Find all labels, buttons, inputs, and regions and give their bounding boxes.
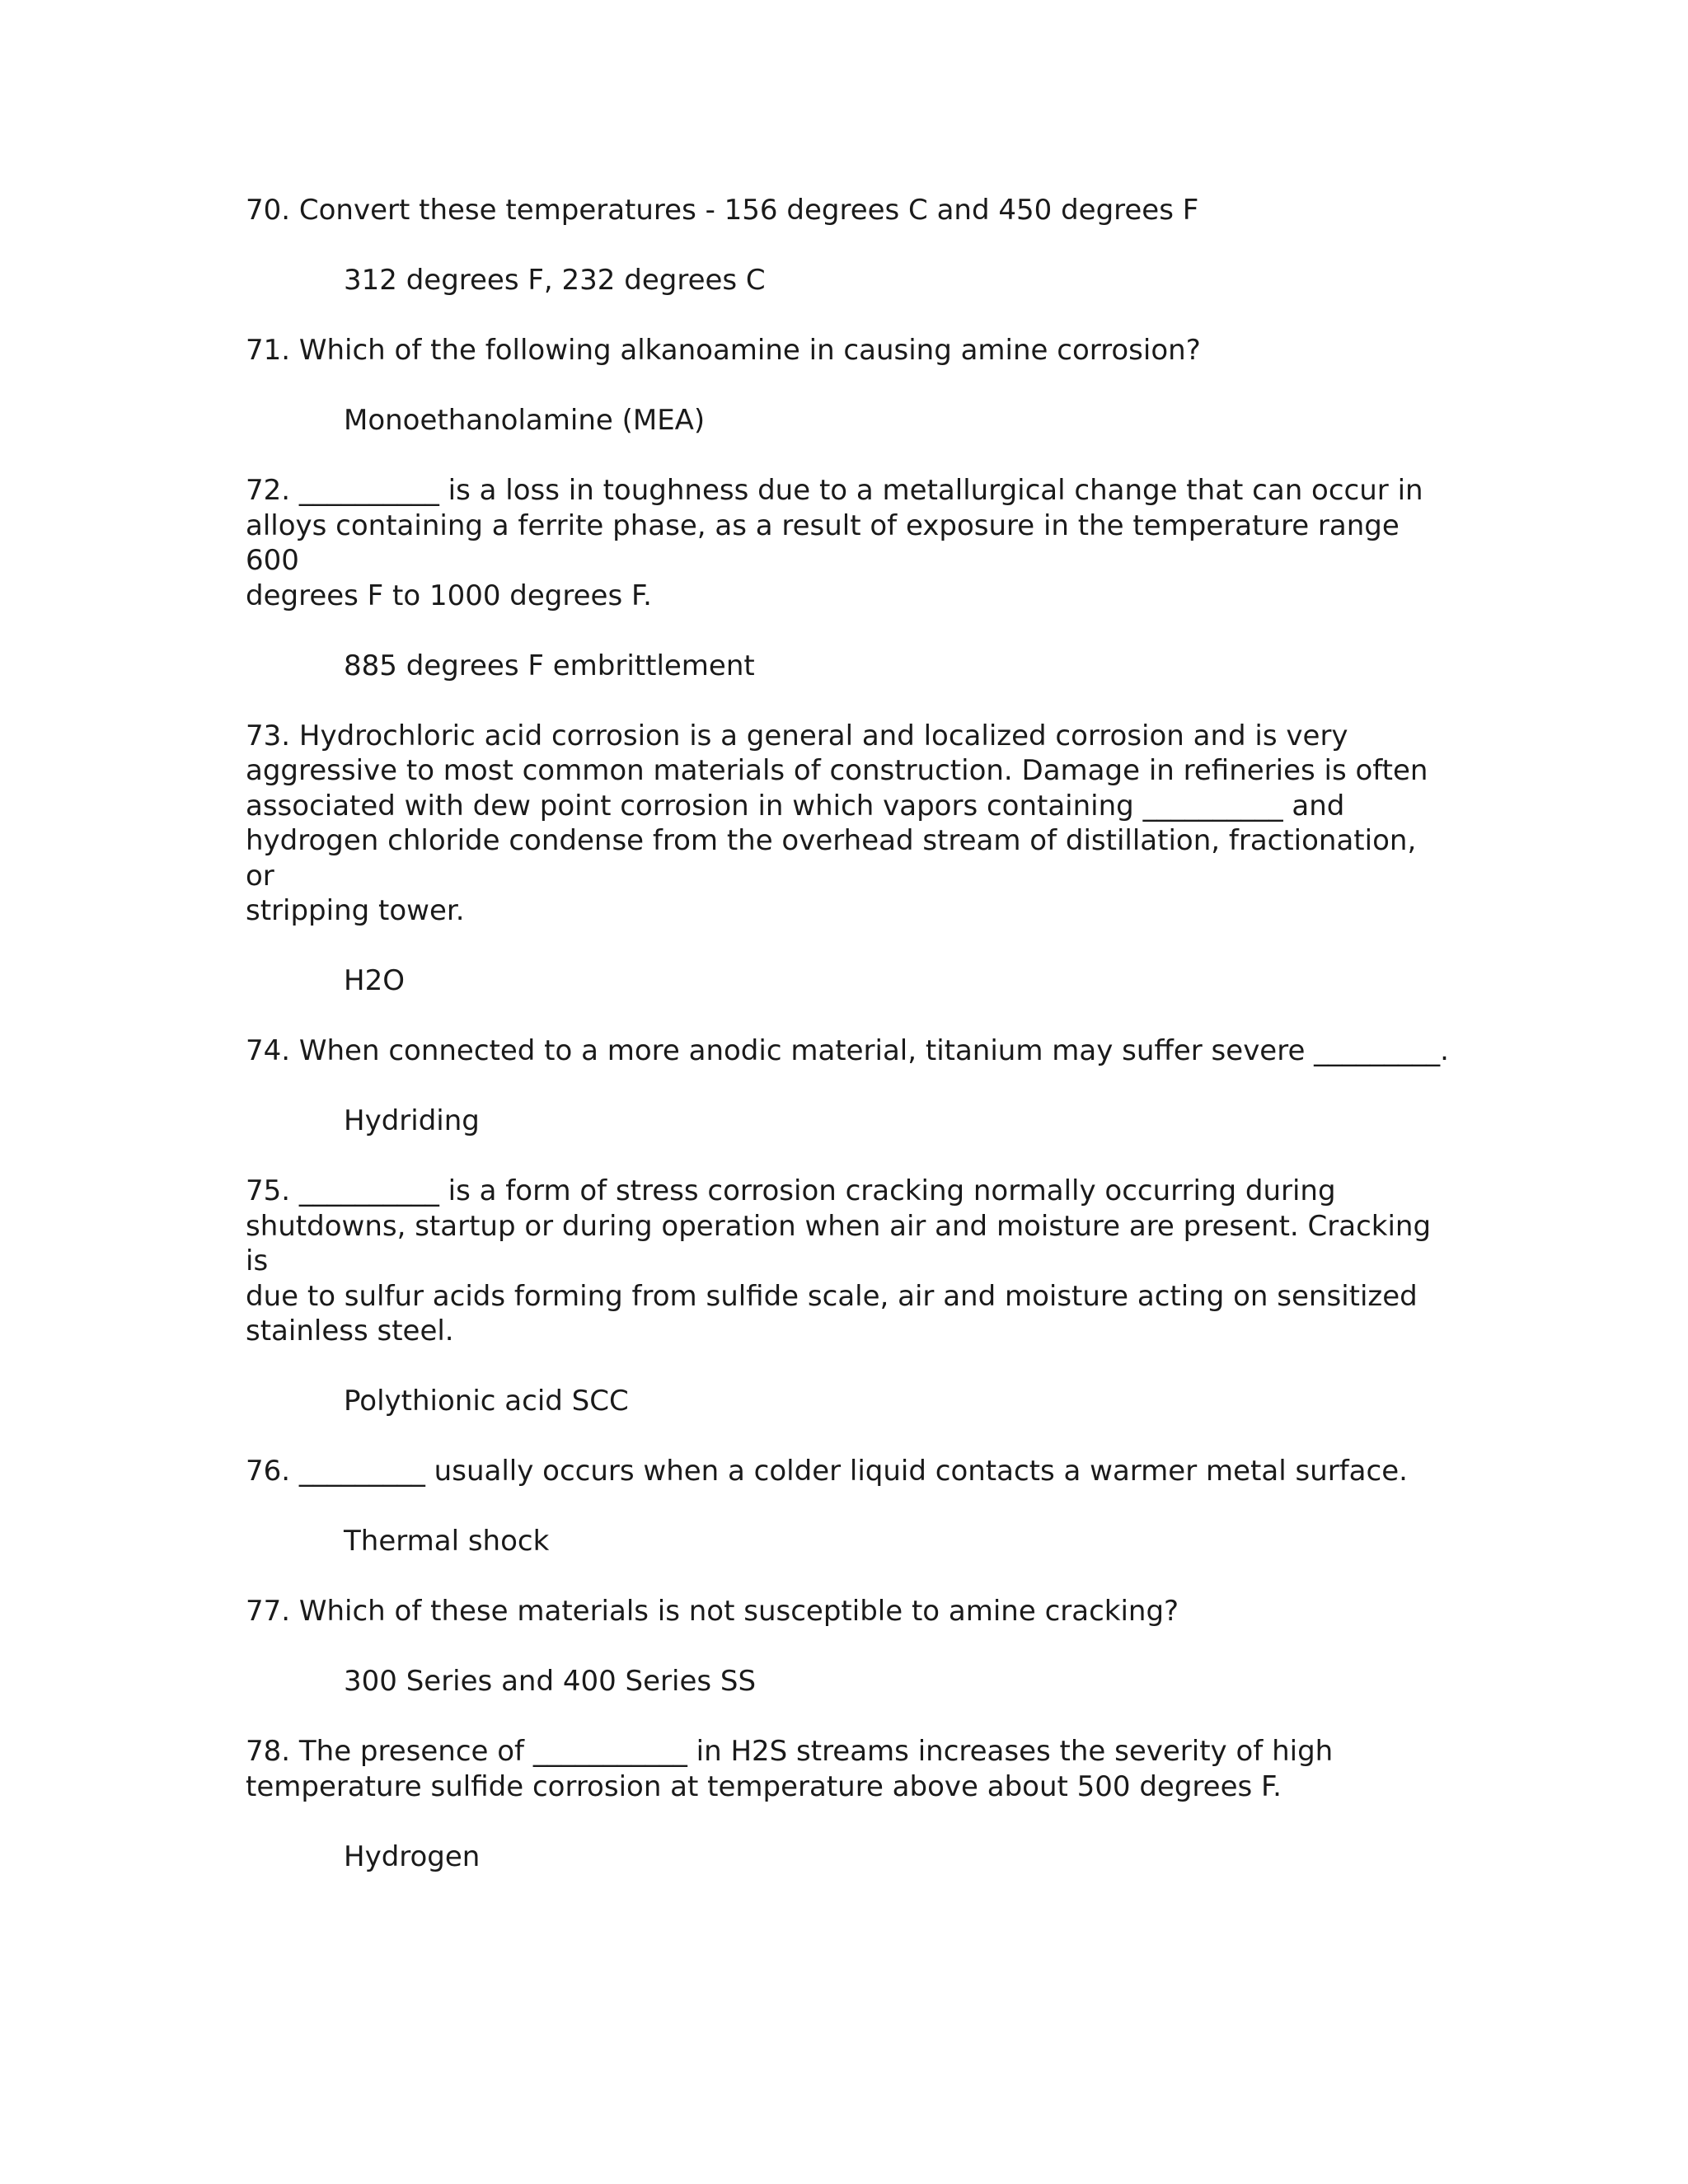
- qa-item-71: [246, 333, 1449, 438]
- question-text: 77. Which of these materials is not susceptible to amine cracking?: [246, 1595, 1179, 1628]
- qa-item-78: [246, 1734, 1449, 1874]
- question-text: 71. Which of the following alkanoamine in causing amine corrosion?: [246, 334, 1201, 367]
- answer-text: 885 degrees F embrittlement: [344, 649, 755, 682]
- qa-item-74: [246, 1033, 1449, 1139]
- question-text: 73. Hydrochloric acid corrosion is a general and localized corrosion and is very aggressive to most common materials of construction. Damage in refineries is often associated with dew point corrosion in which vapors containing __________ and hydrogen chloride condense from the overhead stream of distillation, fractionation, or stripping tower.: [246, 719, 1428, 927]
- answer-text: Hydrogen: [344, 1840, 481, 1873]
- qa-item-75: [246, 1174, 1449, 1419]
- qa-item-76: [246, 1454, 1449, 1559]
- question-list: [246, 193, 1449, 1910]
- answer-text: H2O: [344, 964, 405, 997]
- question-text: 78. The presence of ___________ in H2S streams increases the severity of high temperature sulfide corrosion at temperature above about 500 degrees F.: [246, 1735, 1334, 1803]
- qa-item-70: [246, 193, 1449, 298]
- answer-text: Polythionic acid SCC: [344, 1385, 629, 1418]
- qa-item-77: [246, 1594, 1449, 1699]
- question-text: 75. __________ is a form of stress corrosion cracking normally occurring during shutdowns, startup or during operation when air and moisture are present. Cracking is due to sulfur acids forming from sulfide scale, air and moisture acting on sensitized stainless steel.: [246, 1174, 1432, 1347]
- answer-text: Monoethanolamine (MEA): [344, 404, 706, 437]
- qa-item-72: [246, 473, 1449, 683]
- qa-item-73: [246, 719, 1449, 999]
- question-text: 74. When connected to a more anodic material, titanium may suffer severe _________.: [246, 1034, 1449, 1067]
- answer-text: Thermal shock: [344, 1525, 550, 1558]
- question-text: 76. _________ usually occurs when a colder liquid contacts a warmer metal surface.: [246, 1455, 1408, 1488]
- answer-text: 312 degrees F, 232 degrees C: [344, 264, 766, 297]
- question-text: 70. Convert these temperatures - 156 degrees C and 450 degrees F: [246, 194, 1199, 227]
- answer-text: Hydriding: [344, 1104, 480, 1137]
- question-text: 72. __________ is a loss in toughness due to a metallurgical change that can occur in alloys containing a ferrite phase, as a result of exposure in the temperature range 600 degrees F to 1000 degrees F.: [246, 474, 1423, 612]
- answer-text: 300 Series and 400 Series SS: [344, 1665, 757, 1698]
